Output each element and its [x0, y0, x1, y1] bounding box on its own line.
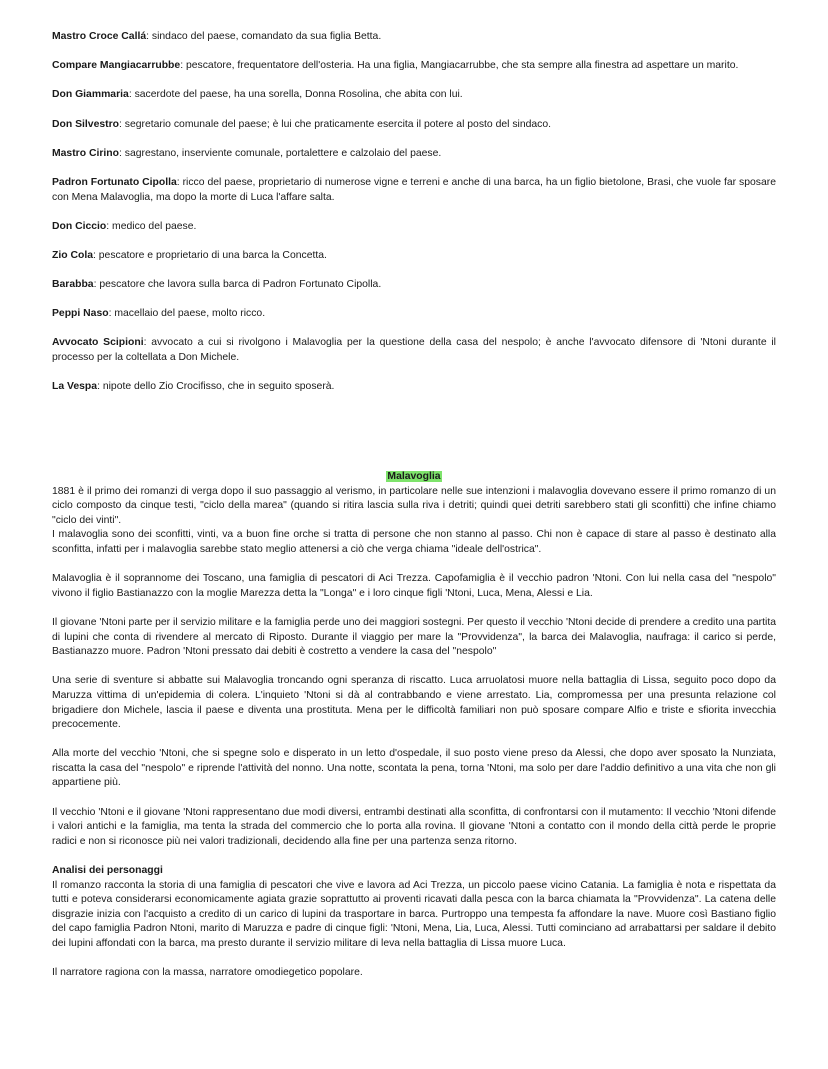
character-description: : segretario comunale del paese; è lui che praticamente esercita il potere al posto del sindaco. [118, 118, 552, 130]
paragraph: Il narratore ragiona con la massa, narratore omodiegetico popolare. [52, 967, 363, 979]
character-description: : pescatore e proprietario di una barca la Concetta. [92, 249, 327, 261]
section-title [52, 470, 776, 485]
character-name: Don Silvestro [52, 118, 119, 130]
paragraph: Alla morte del vecchio 'Ntoni, che si spegne solo e disperato in un letto d'ospedale, il suo posto viene preso da Alessi, che dopo aver sposato la Nunziata, riscatta la casa del "nespolo" e riprende l'attività del nonno. Una notte, scontata la pena, torna 'Ntoni, ma solo per dare l'addio definitivo a una vita che non gli appartiene più. [52, 748, 776, 789]
malavoglia-section [52, 470, 776, 981]
character-entry [52, 278, 776, 293]
character-description: : pescatore che lavora sulla barca di Padron Fortunato Cipolla. [93, 279, 382, 291]
paragraph: Il giovane 'Ntoni parte per il servizio militare e la famiglia perde uno dei maggiori sostegni. Per questo il vecchio 'Ntoni decide di prendere a credito una partita di lupini che conta di rivendere al mercato di Riposto. Durante il viaggio per mare la "Provvidenza", la barca dei Malavoglia, naufraga: il carico si perde, Bastianazzo muore. Padron 'Ntoni pressato dai debiti è costretto a vendere la casa del "nespolo" [52, 616, 776, 658]
paragraph: I malavoglia sono dei sconfitti, vinti, va a buon fine orche si tratta di persone che non stanno al passo. Chi non è capace di stare al passo è destinato alla sconfitta, infatti per i malavoglia sarebbe stato meglio attenersi a ciò che verga chiama "ideale dell'ostrica". [52, 529, 776, 555]
character-description: : sindaco del paese, comandato da sua figlia Betta. [146, 31, 382, 42]
character-entry [52, 118, 776, 133]
character-description: : macellaio del paese, molto ricco. [108, 308, 266, 320]
character-name: Don Giammaria [52, 89, 129, 101]
character-list [52, 30, 776, 395]
character-name: Don Ciccio [52, 220, 107, 232]
character-description: : pescatore, frequentatore dell'osteria. Ha una figlia, Mangiacarrubbe, che sta sempre alla finestra ad aspettare un marito. [180, 60, 739, 72]
character-entry [52, 307, 776, 322]
character-entry [52, 336, 776, 365]
highlighted-title: Malavoglia [387, 471, 441, 482]
character-entry [52, 59, 776, 74]
character-description: : sacerdote del paese, ha una sorella, Donna Rosolina, che abita con lui. [128, 89, 463, 101]
character-name: Peppi Naso [52, 308, 109, 320]
character-name: Barabba [52, 279, 94, 291]
paragraph: Il romanzo racconta la storia di una famiglia di pescatori che vive e lavora ad Aci Trezza, un piccolo paese vicino Catania. La famiglia è nota e rispettata da tutti e poteva considerarsi economicamente agiata grazie soprattutto ai proventi ricavati dalla pesca con la barca chiamata la "Provvidenza". La catena delle disgrazie inizia con l'acquisto a credito di un carico di lupini da trasportare in barca. Purtroppo una tempesta fa affondare la nave. Muore così Bastiano figlio del capo famiglia Padron Ntoni, marito di Maruzza e padre di cinque figli: 'Ntoni, Mena, Lia, Luca, Alessi. Tutti cominciano ad arrabattarsi per saldare il debito dei lupini affondati con la barca, ma presto durante il servizio militare di leva nella battaglia di Lissa muore Luca. [52, 879, 776, 949]
character-description: : ricco del paese, proprietario di numerose vigne e terreni e anche di una barca, ha un figlio bietolone, Brasi, che vuole far sposare con Mena Malavoglia, ma dopo la morte di Luca l'affare salta. [52, 176, 777, 203]
character-entry [52, 30, 776, 45]
character-name: Mastro Cirino [52, 147, 119, 159]
character-description: : sagrestano, inserviente comunale, portalettere e calzolaio del paese. [118, 147, 442, 159]
character-entry [52, 380, 776, 395]
character-name: Mastro Croce Callá [52, 31, 147, 42]
paragraph: 1881 è il primo dei romanzi di verga dopo il suo passaggio al verismo, in particolare nelle sue intenzioni i malavoglia dovevano essere il primo romanzo di un ciclo composto da cinque testi, "ciclo della marea" (quando si ritira lascia sulla riva i detriti; quindi quei detriti sarebbero stati gli sconfitti) che infine chiamo "ciclo dei vinti". [52, 485, 776, 526]
character-name: Padron Fortunato Cipolla [52, 176, 177, 188]
paragraph: Malavoglia è il soprannome dei Toscano, una famiglia di pescatori di Aci Trezza. Capofamiglia è il vecchio padron 'Ntoni. Con lui nella casa del "nespolo" vivono il figlio Bastianazzo con la moglie Marezza detta la "Longa" e i loro cinque figli 'Ntoni, Luca, Mena, Alessi e Lia. [52, 573, 776, 599]
character-name: Zio Cola [52, 249, 93, 261]
character-name: Compare Mangiacarrubbe [52, 60, 181, 72]
character-entry [52, 176, 776, 205]
character-description: : avvocato a cui si rivolgono i Malavoglia per la questione della casa del nespolo; è anche l'avvocato difensore di 'Ntoni durante il processo per la coltellata a Don Michele. [52, 337, 776, 364]
character-description: : nipote dello Zio Crocifisso, che in seguito sposerà. [97, 381, 335, 393]
character-entry [52, 220, 776, 235]
character-entry [52, 88, 776, 103]
character-name: Avvocato Scipioni [52, 337, 144, 349]
paragraph: Il vecchio 'Ntoni e il giovane 'Ntoni rappresentano due modi diversi, entrambi destinati alla sconfitta, di confrontarsi con il mutamento: Il vecchio 'Ntoni difende i valori antichi e la famiglia, ma tenta la strada del commercio che lo porta alla rovina. Il giovane 'Ntoni a contatto con il mondo della città perde le proprie radici e non si riconosce più nei valori tradizionali, decidendo alla fine per una partenza senza ritorno. [52, 806, 776, 847]
analysis-heading: Analisi dei personaggi [52, 865, 163, 877]
character-entry [52, 249, 776, 264]
paragraph: Una serie di sventure si abbatte sui Malavoglia troncando ogni speranza di riscatto. Luca arruolatosi muore nella battaglia di Lissa, seguito poco dopo da Maruzza vittima di un'epidemia di colera. L'inquieto 'Ntoni si dà al contrabbando e viene arrestato. Lia, compromessa per una presunta relazione col brigadiere don Michele, lascia il paese e diventa una prostituta. Mena per le difficoltà familiari non può sposare compare Alfio e triste e sfiorita invecchia precocemente. [52, 675, 776, 731]
character-entry [52, 147, 776, 162]
character-name: La Vespa [52, 381, 98, 393]
character-description: : medico del paese. [106, 220, 197, 232]
